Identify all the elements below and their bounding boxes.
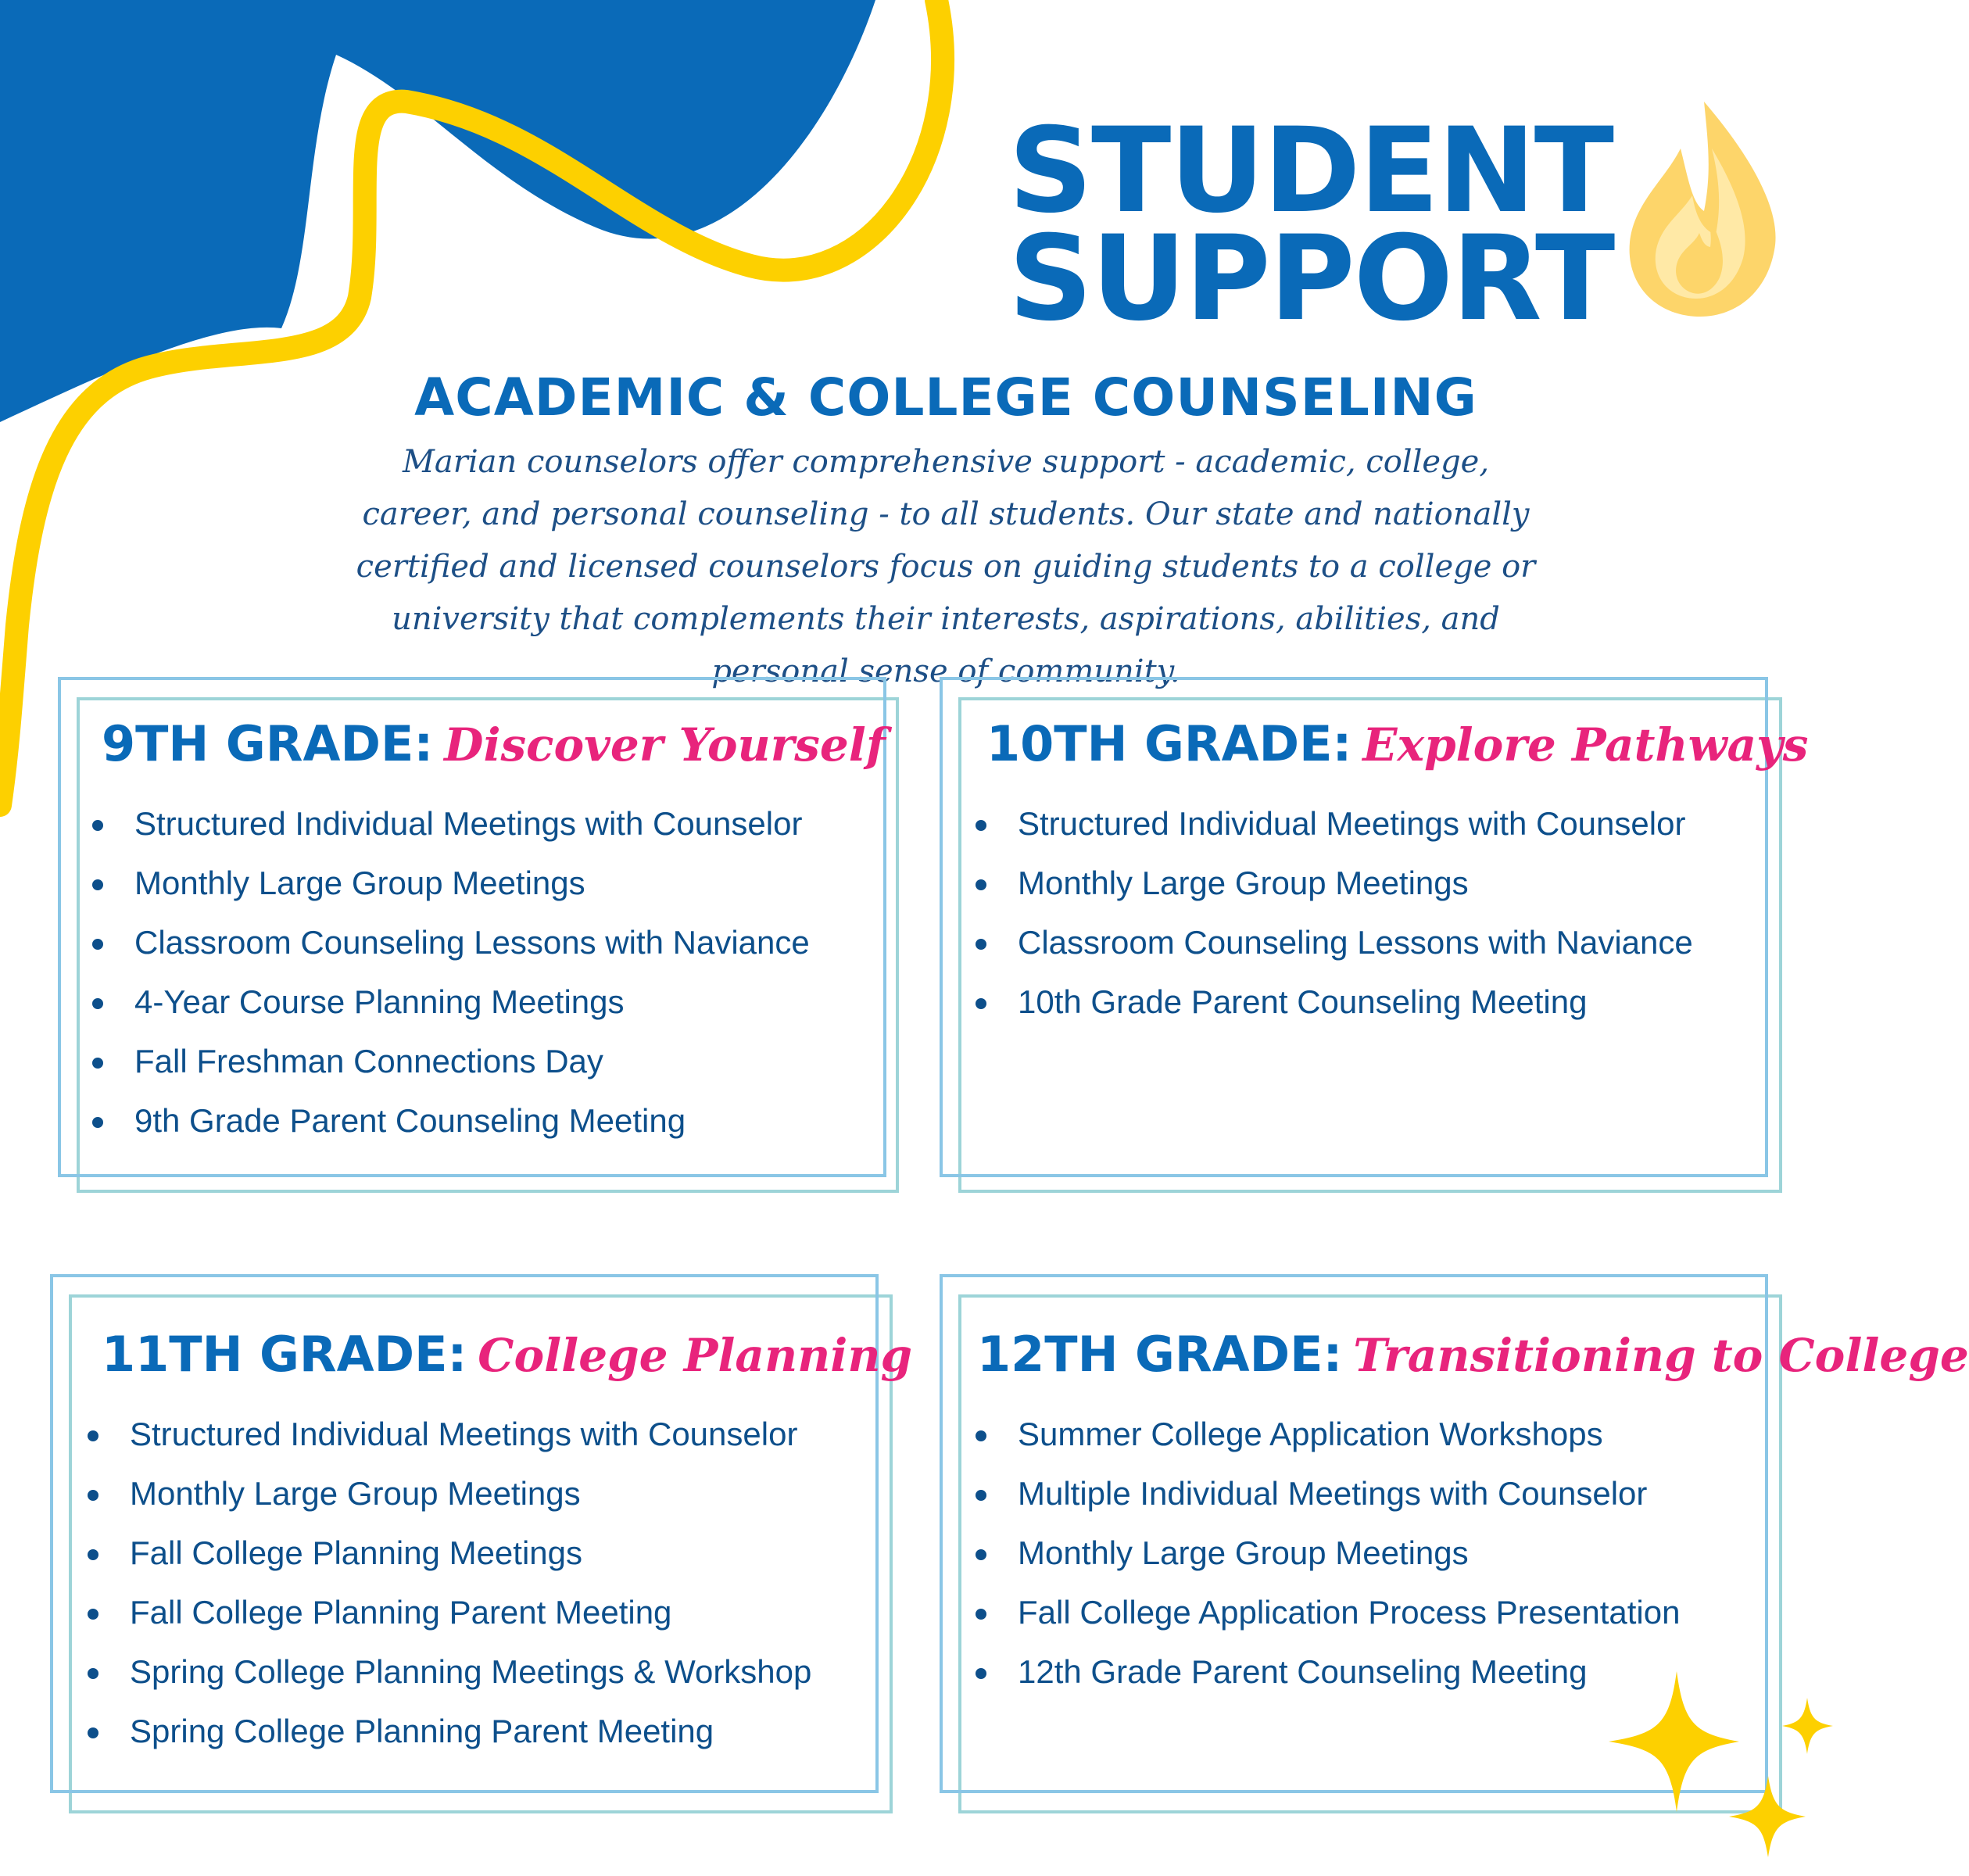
grade-subtitle: Discover Yourself <box>444 718 886 772</box>
list-item: Fall College Planning Parent Meeting <box>86 1583 811 1642</box>
flame-icon <box>1618 94 1790 320</box>
list-item: 10th Grade Parent Counseling Meeting <box>974 972 1693 1032</box>
card-title-12th <box>977 1326 1969 1383</box>
grade-label: 12TH GRADE: <box>977 1326 1343 1383</box>
list-item: Classroom Counseling Lessons with Naviance <box>974 913 1693 972</box>
sparkle-medium <box>1729 1776 1806 1857</box>
intro-paragraph: Marian counselors offer comprehensive support - academic, college, career, and personal counseling - to all students. Our state and nationally certified and licensed counselors focus on guiding students to a college or university that complements their interests, aspirations, abilities, and personal sense of community. <box>356 444 1536 689</box>
grade-subtitle: Explore Pathways <box>1362 718 1809 772</box>
section-heading: ACADEMIC & COLLEGE COUNSELING <box>414 367 1477 428</box>
card-title-11th <box>102 1326 912 1383</box>
card-list-9th <box>91 794 810 1151</box>
card-list-12th <box>974 1405 1680 1702</box>
card-title-10th <box>986 715 1808 772</box>
list-item: Fall College Planning Meetings <box>86 1523 811 1583</box>
list-item: Spring College Planning Meetings & Workshop <box>86 1642 811 1702</box>
sparkle-icon <box>1595 1657 1845 1876</box>
grade-label: 9TH GRADE: <box>102 715 434 772</box>
list-item: Multiple Individual Meetings with Counselor <box>974 1464 1680 1523</box>
card-title-9th <box>102 715 886 772</box>
list-item: Monthly Large Group Meetings <box>974 1523 1680 1583</box>
brand-title-line-1: STUDENT <box>1008 103 1613 239</box>
grade-label: 11TH GRADE: <box>102 1326 467 1383</box>
sparkle-small <box>1782 1698 1833 1754</box>
brand-title <box>1008 103 1614 347</box>
list-item: Fall Freshman Connections Day <box>91 1032 810 1091</box>
list-item: 12th Grade Parent Counseling Meeting <box>974 1642 1680 1702</box>
list-item: Classroom Counseling Lessons with Naviance <box>91 913 810 972</box>
list-item: Summer College Application Workshops <box>974 1405 1680 1464</box>
list-item: Structured Individual Meetings with Counselor <box>86 1405 811 1464</box>
grade-subtitle: College Planning <box>478 1329 913 1382</box>
blue-wave-shape <box>0 0 875 422</box>
card-list-10th <box>974 794 1693 1032</box>
list-item: Spring College Planning Parent Meeting <box>86 1702 811 1761</box>
grade-label: 10TH GRADE: <box>986 715 1352 772</box>
grade-subtitle: Transitioning to College <box>1353 1329 1969 1382</box>
list-item: Monthly Large Group Meetings <box>91 854 810 913</box>
list-item: Monthly Large Group Meetings <box>974 854 1693 913</box>
list-item: Fall College Application Process Presentation <box>974 1583 1680 1642</box>
list-item: Monthly Large Group Meetings <box>86 1464 811 1523</box>
list-item: 9th Grade Parent Counseling Meeting <box>91 1091 810 1151</box>
brand-title-line-2: SUPPORT <box>1008 211 1614 347</box>
sparkle-large <box>1609 1671 1739 1812</box>
list-item: Structured Individual Meetings with Counselor <box>91 794 810 854</box>
list-item: Structured Individual Meetings with Counselor <box>974 794 1693 854</box>
card-list-11th <box>86 1405 811 1761</box>
list-item: 4-Year Course Planning Meetings <box>91 972 810 1032</box>
